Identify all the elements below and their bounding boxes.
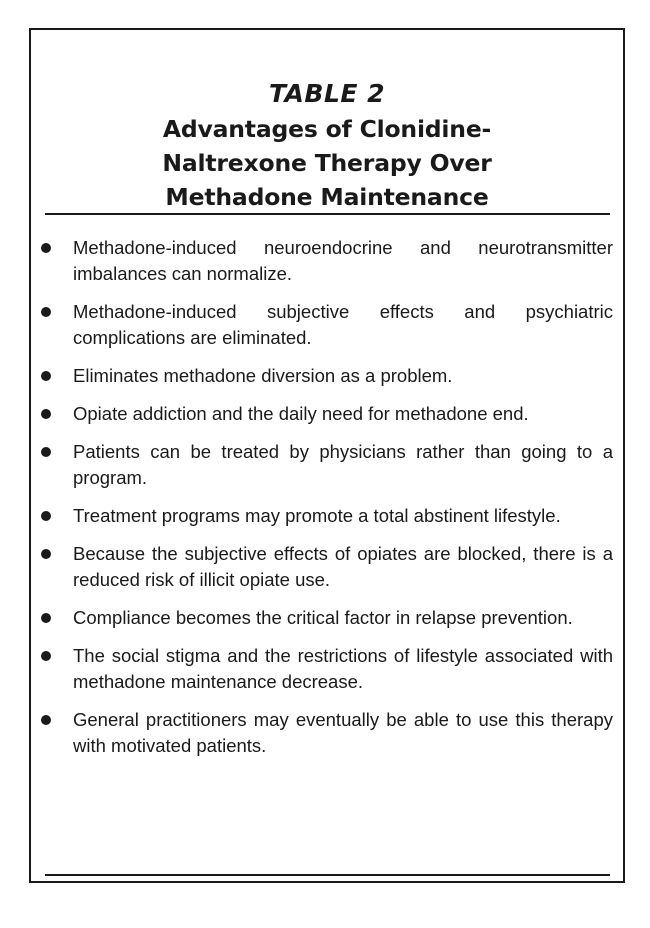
bottom-rule	[45, 874, 610, 876]
table-title-line-3: Methadone Maintenance	[165, 183, 489, 211]
table-frame	[29, 28, 625, 883]
list-item	[39, 541, 613, 593]
bullet-icon	[41, 511, 51, 521]
table-title-block	[31, 76, 623, 214]
list-item-text: Because the subjective effects of opiates are blocked, there is a reduced risk of illicit opiate use.	[73, 543, 613, 590]
bullet-icon	[41, 651, 51, 661]
list-item	[39, 605, 613, 631]
table-label: TABLE 2	[268, 79, 386, 108]
list-item	[39, 299, 613, 351]
list-item-text: Treatment programs may promote a total abstinent lifestyle.	[73, 505, 561, 526]
bullet-icon	[41, 371, 51, 381]
list-item	[39, 503, 613, 529]
list-item-text: Compliance becomes the critical factor in relapse prevention.	[73, 607, 573, 628]
bullet-icon	[41, 447, 51, 457]
bullet-icon	[41, 243, 51, 253]
list-item	[39, 401, 613, 427]
bullet-icon	[41, 549, 51, 559]
advantages-list	[39, 235, 613, 771]
list-item-text: Patients can be treated by physicians rather than going to a program.	[73, 441, 613, 488]
list-item	[39, 235, 613, 287]
list-item	[39, 707, 613, 759]
table-title-line-2: Naltrexone Therapy Over	[162, 149, 492, 177]
list-item-text: Eliminates methadone diversion as a problem.	[73, 365, 453, 386]
bullet-icon	[41, 715, 51, 725]
bullet-icon	[41, 307, 51, 317]
list-item	[39, 643, 613, 695]
list-item-text: The social stigma and the restrictions of lifestyle associated with methadone maintenance decrease.	[73, 645, 613, 692]
top-rule	[45, 213, 610, 215]
list-item-text: Methadone-induced neuroendocrine and neurotransmitter imbalances can normalize.	[73, 237, 613, 284]
list-item-text: Methadone-induced subjective effects and psychiatric complications are eliminated.	[73, 301, 613, 348]
bullet-icon	[41, 613, 51, 623]
list-item	[39, 363, 613, 389]
list-item-text: General practitioners may eventually be able to use this therapy with motivated patients.	[73, 709, 613, 756]
table-title-line-1: Advantages of Clonidine-	[162, 115, 492, 143]
list-item	[39, 439, 613, 491]
bullet-icon	[41, 409, 51, 419]
list-item-text: Opiate addiction and the daily need for methadone end.	[73, 403, 529, 424]
